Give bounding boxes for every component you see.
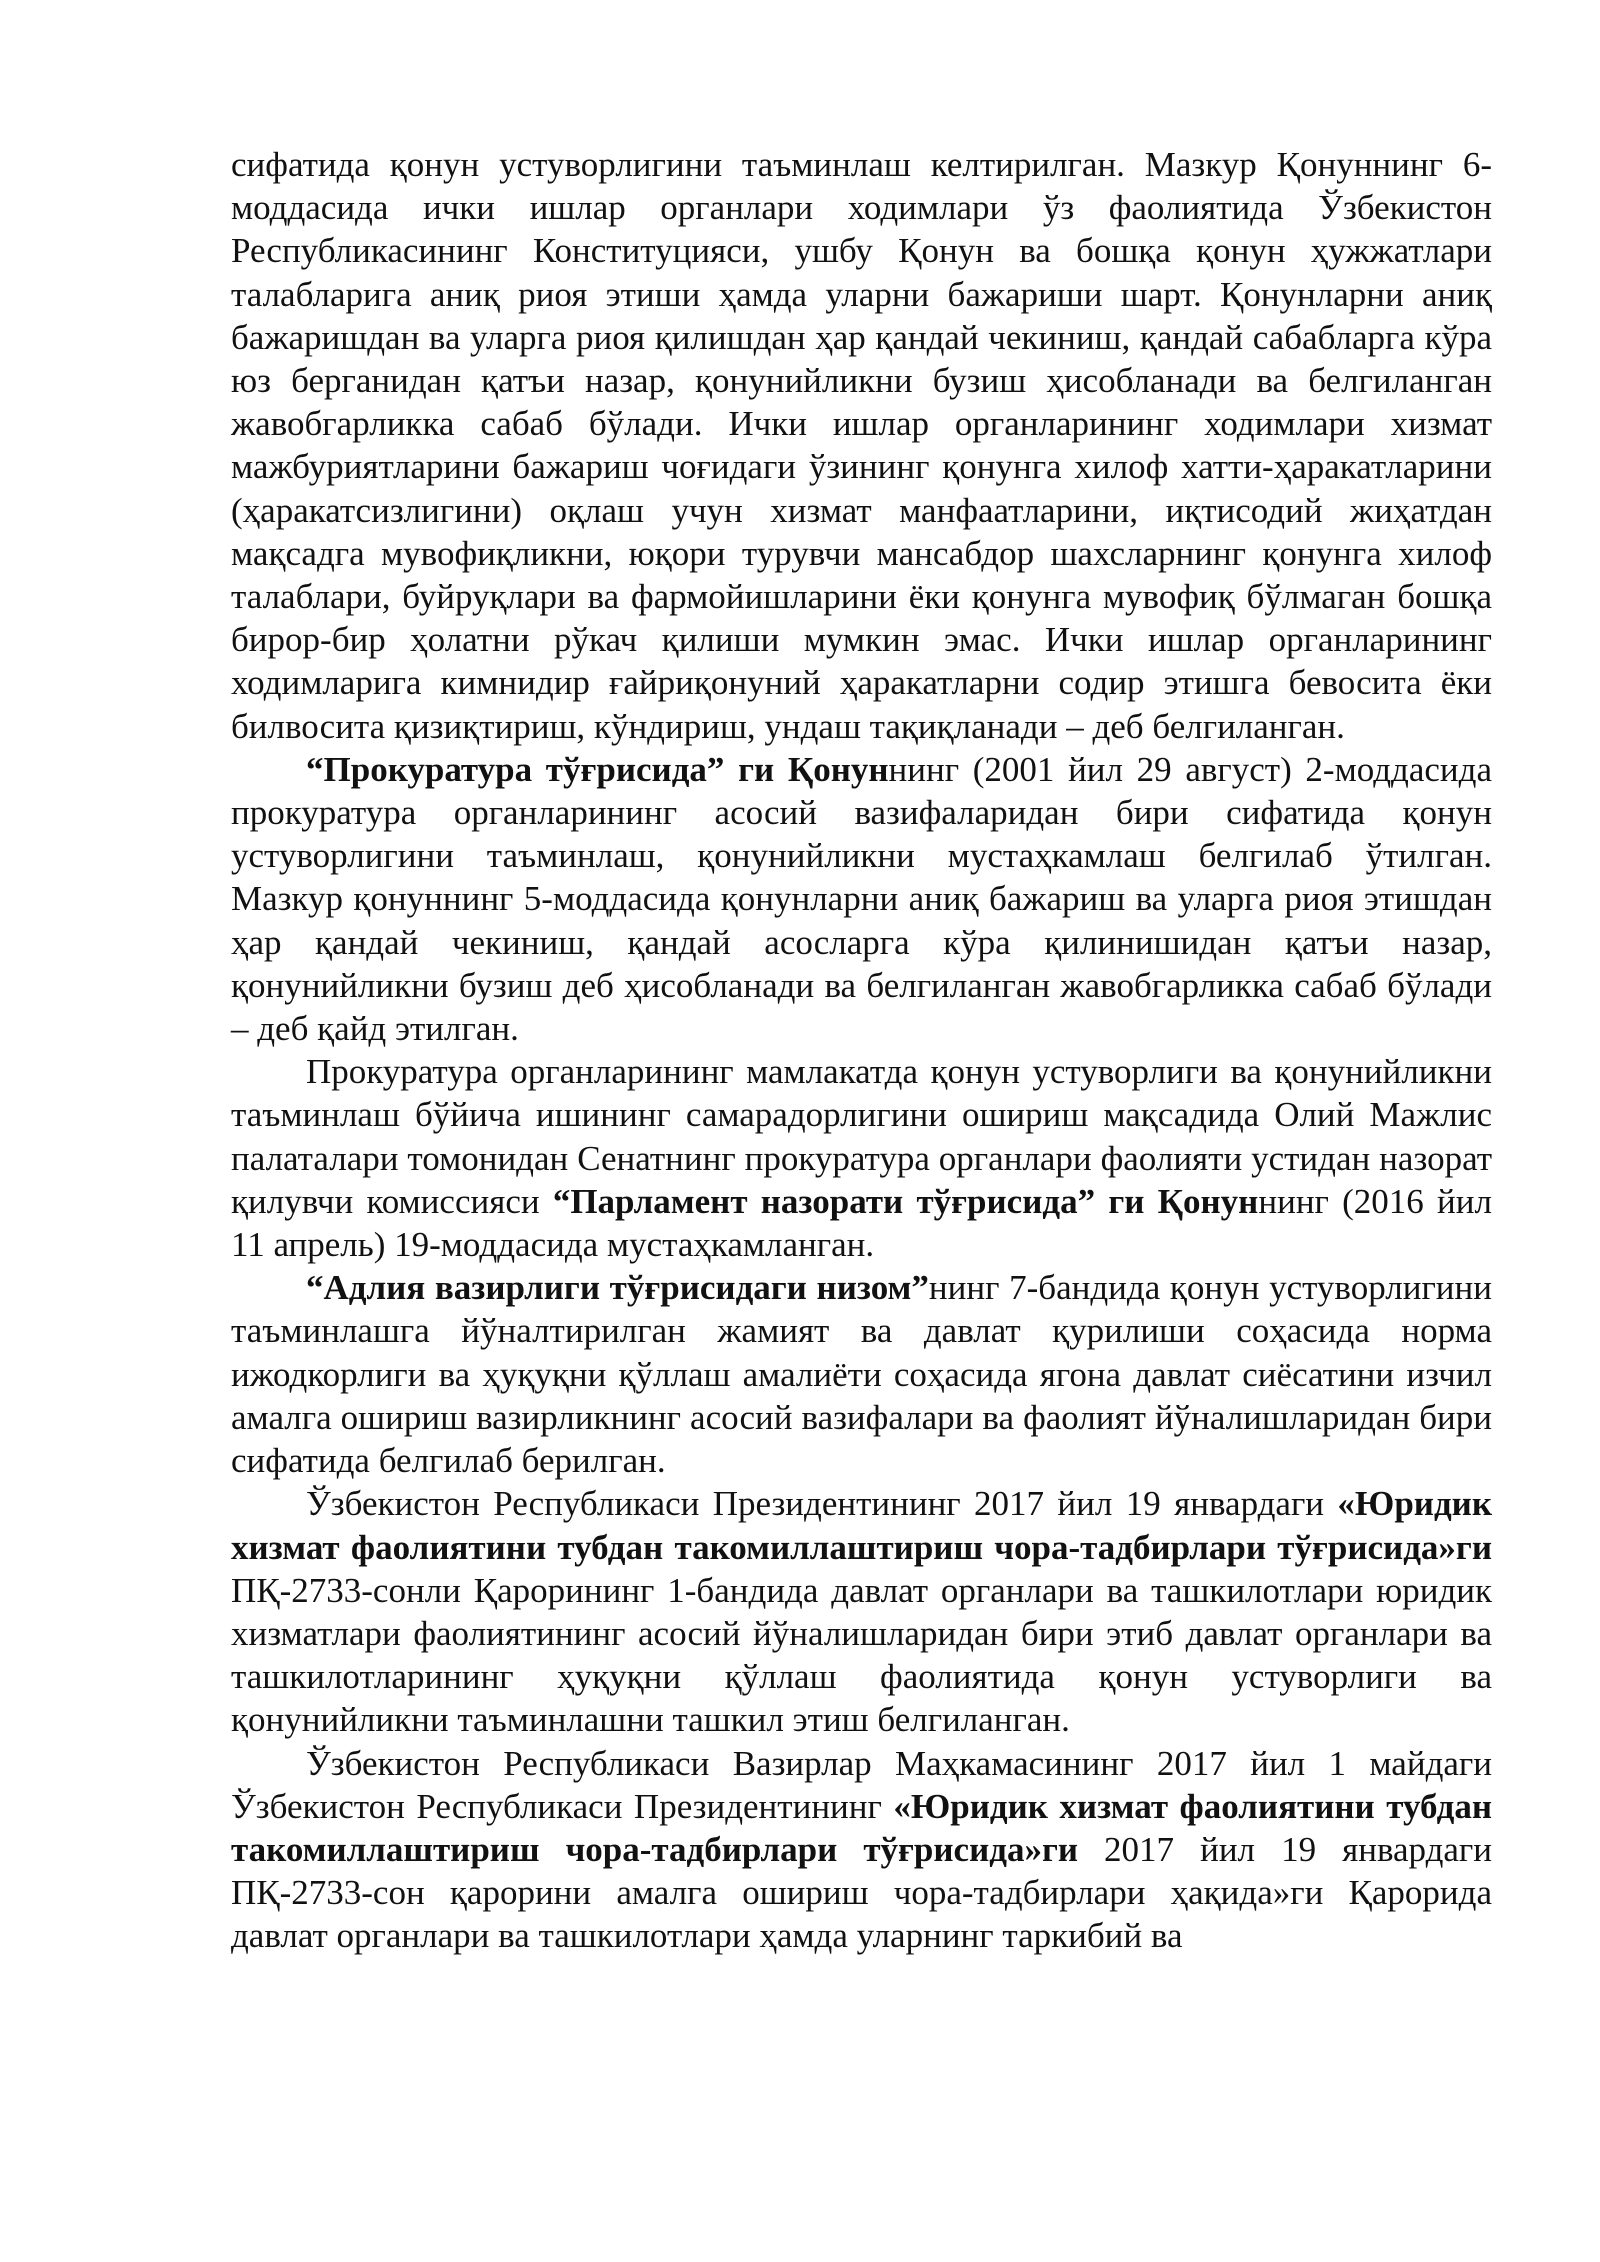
paragraph-4 xyxy=(231,1266,1492,1482)
law-title-parliament-control: “Парламент назорати тўғрисида” ги Қонун xyxy=(552,1181,1259,1221)
paragraph-1 xyxy=(231,143,1492,748)
paragraph-text: нинг (2016 йил 11 апрель) 19-моддасида мустаҳкамланган. xyxy=(231,1181,1492,1265)
paragraph-text: Прокуратура органларининг мамлакатда қонун устуворлиги ва қонунийликни таъминлаш бўйича ишининг самарадорлигини ошириш мақсадида Олий Мажлис палаталари томонидан Сенатнинг прокуратура органлари фаолияти устидан назорат қилувчи комиссияси xyxy=(231,1052,1492,1221)
paragraph-text: ПҚ-2733-сонли Қарорининг 1-бандида давлат органлари ва ташкилотлари юридик хизматлари фаолиятининг асосий йўналишларидан бири этиб давлат органлари ва ташкилотларининг ҳуқуқни қўллаш фаолиятида қонун устуворлиги ва қонунийликни таъминлашни ташкил этиш белгиланган. xyxy=(231,1570,1492,1740)
paragraph-text: нинг 7-бандида қонун устуворлигини таъминлашга йўналтирилган жамият ва давлат қурилиши соҳасида норма ижодкорлиги ва ҳуқуқни қўллаш амалиёти соҳасида ягона давлат сиёсатини изчил амалга ошириш вазирликнинг асосий вазифалари ва фаолият йўналишларидан бири сифатида белгилаб берилган. xyxy=(231,1268,1493,1481)
paragraph-5 xyxy=(231,1482,1492,1741)
paragraph-6 xyxy=(231,1742,1492,1958)
document-page xyxy=(231,143,1492,1958)
paragraph-text: Ўзбекистон Республикаси Вазирлар Маҳкамасининг 2017 йил 1 майдаги Ўзбекистон Республикаси Президентининг xyxy=(231,1743,1492,1826)
decree-title-legal-service: «Юридик хизмат фаолиятини тубдан такомиллаштириш чора-тадбирлари тўғрисида»ги xyxy=(231,1786,1492,1869)
paragraph-3 xyxy=(231,1050,1492,1266)
regulation-title-justice-ministry: “Адлия вазирлиги тўғрисидаги низом” xyxy=(306,1268,929,1308)
paragraph-2 xyxy=(231,748,1492,1050)
paragraph-text: Ўзбекистон Республикаси Президентининг 2017 йил 19 январдаги xyxy=(306,1484,1338,1524)
paragraph-text: нинг (2001 йил 29 август) 2-моддасида прокуратура органларининг асосий вазифаларидан бири сифатида қонун устуворлигини таъминлаш, қонунийликни мустаҳкамлаш белгилаб ўтилган. Мазкур қонуннинг 5-моддасида қонунларни аниқ бажариш ва уларга риоя этишдан ҳар қандай чекиниш, қандай асосларга кўра қилинишидан қатъи назар, қонунийликни бузиш деб ҳисобланади ва белгиланган жавобгарликка сабаб бўлади – деб қайд этилган. xyxy=(231,749,1492,1049)
paragraph-text: 2017 йил 19 январдаги ПҚ-2733-сон қарорини амалга ошириш чора-тадбирлари ҳақида»ги Қарорида давлат органлари ва ташкилотлари ҳамда уларнинг таркибий ва xyxy=(231,1829,1493,1956)
law-title-prosecution: “Прокуратура тўғрисида” ги Қонун xyxy=(306,749,889,789)
paragraph-text: сифатида қонун устуворлигини таъминлаш келтирилган. Мазкур Қонуннинг 6-моддасида ички ишлар органлари ходимлари ўз фаолиятида Ўзбекистон Республикасининг Конституцияси, ушбу Қонун ва бошқа қонун ҳужжатлари талабларига аниқ риоя этиши ҳамда уларни бажариши шарт. Қонунларни аниқ бажаришдан ва уларга риоя қилишдан ҳар қандай чекиниш, қандай сабабларга кўра юз берганидан қатъи назар, қонунийликни бузиш ҳисобланади ва белгиланган жавобгарликка сабаб бўлади. Ички ишлар органларининг ходимлари хизмат мажбуриятларини бажариш чоғидаги ўзининг қонунга хилоф хатти-ҳаракатларини (ҳаракатсизлигини) оқлаш учун хизмат манфаатларини, иқтисодий жиҳатдан мақсадга мувофиқликни, юқори турувчи мансабдор шахсларнинг қонунга хилоф талаблари, буйруқлари ва фармойишларини ёки қонунга мувофиқ бўлмаган бошқа бирор-бир ҳолатни рўкач қилиши мумкин эмас. Ички ишлар органларининг ходимларига кимнидир ғайриқонуний ҳаракатларни содир этишга бевосита ёки билвосита қизиқтириш, кўндириш, ундаш тақиқланади – деб белгиланган. xyxy=(231,145,1492,746)
decree-title-legal-service: «Юридик хизмат фаолиятини тубдан такомиллаштириш чора-тадбирлари тўғрисида»ги xyxy=(231,1484,1492,1567)
